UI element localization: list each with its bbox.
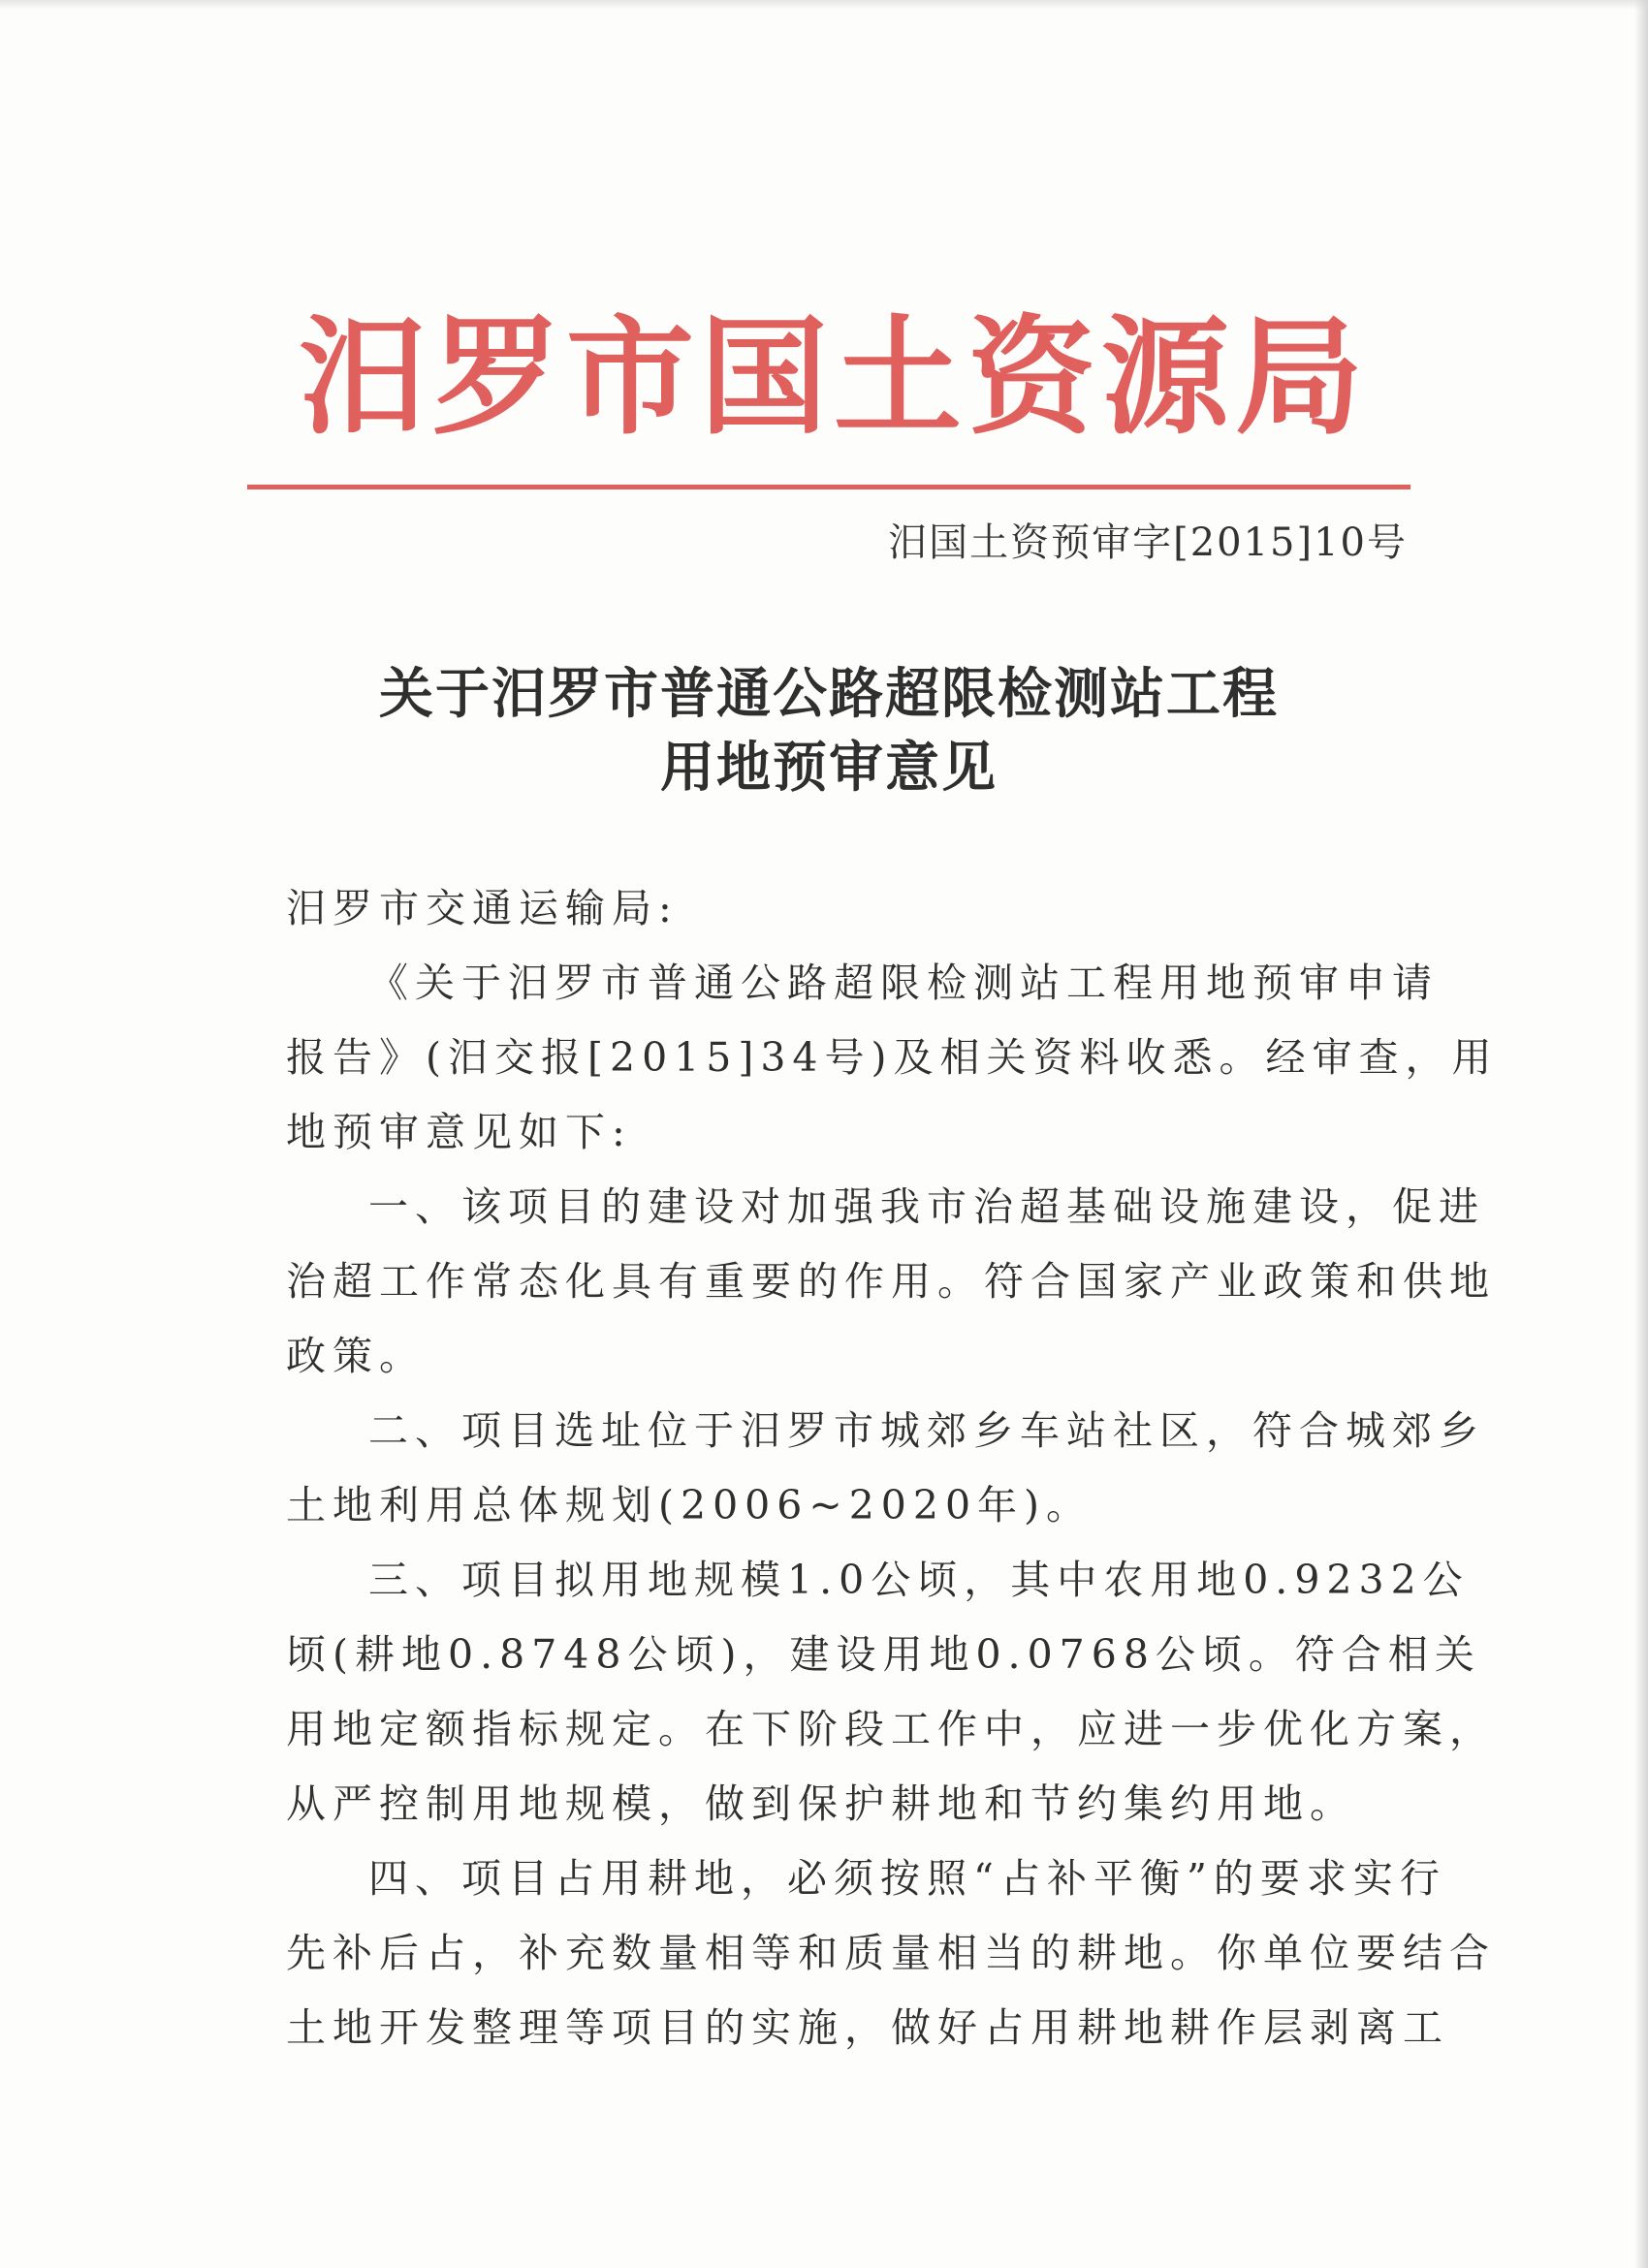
document-number: 汨国土资预审字[2015]10号 — [888, 520, 1408, 565]
body-line: 顷(耕地0.8748公顷)，建设用地0.0768公顷。符合相关 — [286, 1631, 1481, 1678]
body-line: 治超工作常态化具有重要的作用。符合国家产业政策和供地 — [286, 1258, 1496, 1305]
document-title-line-2: 用地预审意见 — [660, 737, 998, 800]
body-line: 二、项目选址位于汨罗市城郊乡车站社区，符合城郊乡 — [368, 1407, 1485, 1454]
body-line: 地预审意见如下: — [286, 1109, 632, 1155]
body-line: 土地开发整理等项目的实施，做好占用耕地耕作层剥离工 — [286, 2004, 1449, 2051]
scan-edge-right — [1634, 0, 1648, 2268]
body-line: 从严控制用地规模，做到保护耕地和节约集约用地。 — [286, 1780, 1356, 1827]
body-line: 《关于汨罗市普通公路超限检测站工程用地预审申请 — [368, 960, 1439, 1006]
body-line: 一、该项目的建设对加强我市治超基础设施建设，促进 — [368, 1183, 1485, 1230]
issuing-organization-header: 汨罗市国土资源局 — [299, 303, 1369, 453]
document-title-line-1: 关于汨罗市普通公路超限检测站工程 — [379, 663, 1279, 726]
body-line: 政策。 — [286, 1333, 426, 1379]
body-line: 土地利用总体规划(2006~2020年)。 — [286, 1482, 1093, 1528]
body-line: 四、项目占用耕地，必须按照“占补平衡”的要求实行 — [368, 1855, 1446, 1902]
body-line: 先补后占，补充数量相等和质量相当的耕地。你单位要结合 — [286, 1930, 1496, 1976]
scan-edge-top — [0, 0, 1648, 10]
salutation: 汨罗市交通运输局: — [286, 885, 679, 931]
body-line: 用地定额指标规定。在下阶段工作中，应进一步优化方案， — [286, 1706, 1496, 1752]
body-line: 报告》(汨交报[2015]34号)及相关资料收悉。经审查，用 — [286, 1034, 1499, 1081]
red-header-rule — [247, 485, 1410, 489]
body-line: 三、项目拟用地规模1.0公顷，其中农用地0.9232公 — [368, 1557, 1470, 1603]
